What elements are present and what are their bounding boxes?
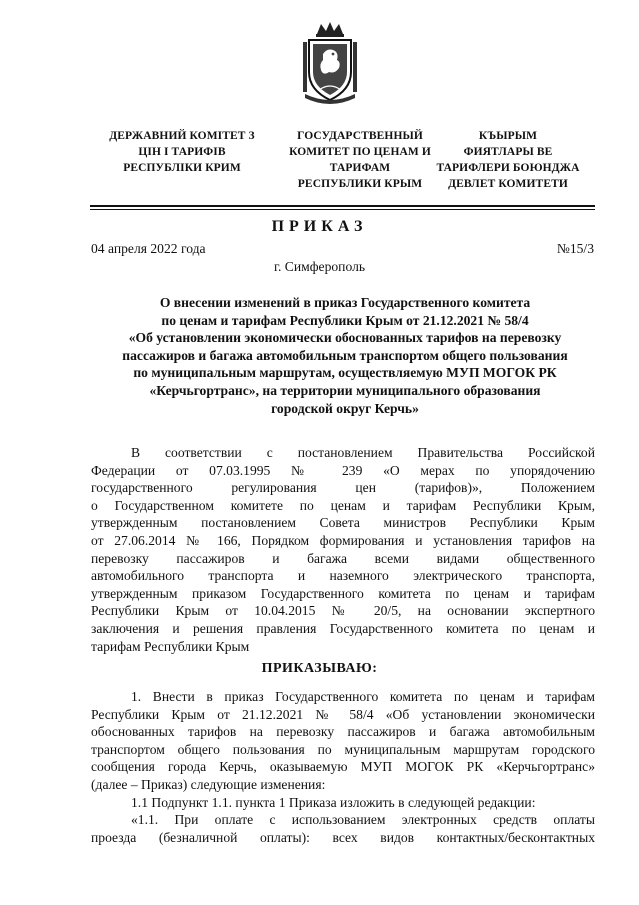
order-date: 04 апреля 2022 года <box>91 241 206 256</box>
text-line: заключения и решения правления Государственного комитета по ценам и <box>91 620 595 636</box>
title-line: «Об установлении экономически обоснованных тарифов на перевозку <box>128 330 562 346</box>
text-line: тарифам Республики Крым <box>91 638 250 654</box>
header-line: ЦІН І ТАРИФІВ <box>138 146 226 158</box>
title-line: по муниципальным маршрутам, осуществляемую МУП МОГОК РК <box>133 365 557 381</box>
order-number: №15/3 <box>556 241 594 256</box>
text-line: Федерации от 07.03.1995 № 239 «О мерах по упорядочению <box>91 462 595 478</box>
coat-of-arms-emblem <box>297 20 363 106</box>
header-line: КЪЫРЫМ <box>478 130 538 142</box>
title-line: О внесении изменений в приказ Государственного комитета <box>159 295 531 310</box>
subitem-1-1: 1.1 Подпункт 1.1. пункта 1 Приказа изложить в следующей редакции: <box>131 794 536 810</box>
header-ukrainian <box>92 128 272 176</box>
header-line: ТАРИФАМ <box>329 162 391 174</box>
text-line: проезда (безналичной оплаты): всех видов контактных/бесконтактных <box>91 829 595 845</box>
text-line: от 27.06.2014 № 166, Порядком формирования и установления тарифов на <box>91 532 595 548</box>
text-line: (далее – Приказ) следующие изменения: <box>91 776 326 792</box>
text-line: утвержденным приказом Государственного комитета по ценам и тарифам <box>91 585 595 601</box>
title-line: по ценам и тарифам Республики Крым от 21.12.2021 № 58/4 <box>161 312 529 328</box>
item-1-paragraph <box>91 688 595 846</box>
order-title: ПРИКАЗ <box>271 218 368 235</box>
header-line: ТАРИФЛЕРИ БОЮНДЖА <box>436 162 580 174</box>
text-line: утвержденным постановлением Совета министров Республики Крым <box>91 515 595 531</box>
title-line: «Керчьгортранс», на территории муниципального образования <box>149 382 541 398</box>
title-line: пассажиров и багажа автомобильным транспортом общего пользования <box>122 347 568 363</box>
document-title <box>80 294 610 417</box>
text-line: перевозку пассажиров и багажа всеми видами общественного <box>91 550 595 566</box>
order-city: г. Симферополь <box>273 259 366 274</box>
preamble-paragraph <box>91 444 595 655</box>
header-divider-thin <box>90 209 595 210</box>
text-line: Республики Крым от 21.12.2021 № 58/4 «Об установлении экономически <box>91 706 595 722</box>
text-line: сообщения города Керчь, оказываемую МУП МОГОК РК «Керчьгортранс» <box>91 759 595 775</box>
header-crimean-tatar <box>418 128 598 192</box>
title-line: городской округ Керчь» <box>271 400 419 416</box>
text-line: обоснованных тарифов на перевозку пассажиров и багажа автомобильным <box>91 724 595 740</box>
text-line: государственного регулирования цен (тарифов)», Положением <box>91 480 595 496</box>
text-line: транспортом общего пользования по муниципальным маршрутам городского <box>91 741 595 757</box>
header-line: КОМИТЕТ ПО ЦЕНАМ И <box>289 146 431 158</box>
text-line: о Государственном комитете по ценам и тарифам Республики Крым, <box>91 497 595 513</box>
header-line: РЕСПУБЛІКИ КРИМ <box>123 162 241 174</box>
text-line: автомобильного транспорта и наземного электрического транспорта, <box>91 568 595 584</box>
header-line: РЕСПУБЛИКИ КРЫМ <box>297 178 423 190</box>
text-line: 1. Внести в приказ Государственного комитета по ценам и тарифам <box>131 689 595 704</box>
text-line: «1.1. При оплате с использованием электронных средств оплаты <box>131 812 595 828</box>
header-line: ДЕРЖАВНИЙ КОМІТЕТ З <box>109 130 255 142</box>
header-line: ФИЯТЛАРЫ ВЕ <box>463 146 553 158</box>
header-line: ДЕВЛЕТ КОМИТЕТИ <box>448 178 568 190</box>
header-divider <box>90 205 595 207</box>
text-line: В соответствии с постановлением Правительства Российской <box>131 445 595 460</box>
text-line: Республики Крым от 10.04.2015 № 20/5, на основании экспертного <box>91 603 595 619</box>
decree-heading: ПРИКАЗЫВАЮ: <box>261 661 378 676</box>
header-line: ГОСУДАРСТВЕННЫЙ <box>297 130 423 142</box>
